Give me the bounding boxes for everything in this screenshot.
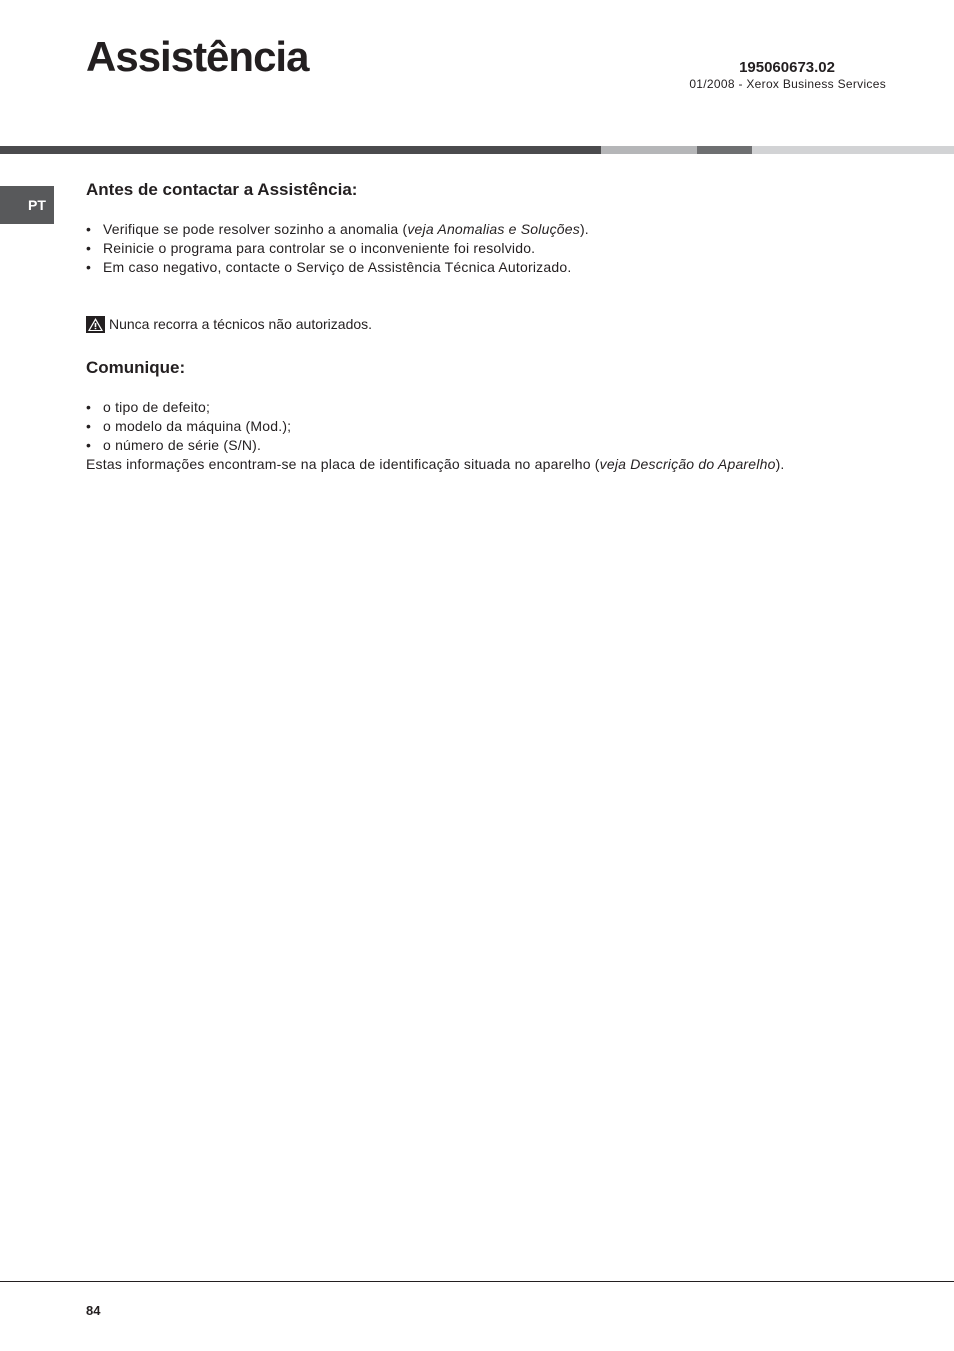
communicate-list [86,398,866,455]
paragraph-text: ). [775,456,785,472]
main-content [86,180,866,474]
list-item: • o modelo da máquina (Mod.); [86,417,866,436]
footer-rule [0,1281,954,1282]
document-date-publisher: 01/2008 - Xerox Business Services [689,77,886,91]
list-item: • Reinicie o programa para controlar se o inconveniente foi resolvido. [86,239,866,258]
list-item-text: Verifique se pode resolver sozinho a anomalia ( [103,221,408,237]
language-tab: PT [0,186,54,224]
header-stripe-light [601,146,697,154]
header-stripe-dark [0,146,601,154]
warning-triangle-icon [86,316,105,333]
cross-reference: veja Anomalias e Soluções [407,221,580,237]
cross-reference: veja Descrição do Aparelho [599,456,776,472]
page-number: 84 [86,1303,101,1318]
page-title: Assistência [86,33,309,80]
list-item: • o número de série (S/N). [86,436,866,455]
list-item [86,220,866,239]
warning-note [86,315,866,334]
list-item: • Em caso negativo, contacte o Serviço de Assistência Técnica Autorizado. [86,258,866,277]
warning-text: Nunca recorra a técnicos não autorizados. [109,316,373,332]
before-contact-list [86,220,866,277]
paragraph-text: Estas informações encontram-se na placa de identificação situada no aparelho ( [86,456,600,472]
document-code: 195060673.02 [739,59,835,76]
section-heading-before-contact: Antes de contactar a Assistência: [86,180,358,199]
header-stripe-mid [697,146,752,154]
list-item: • o tipo de defeito; [86,398,866,417]
section-heading-communicate: Comunique: [86,358,186,377]
identification-plate-note [86,455,866,474]
list-item-text: ). [579,221,589,237]
header-stripe-pale [752,146,954,154]
